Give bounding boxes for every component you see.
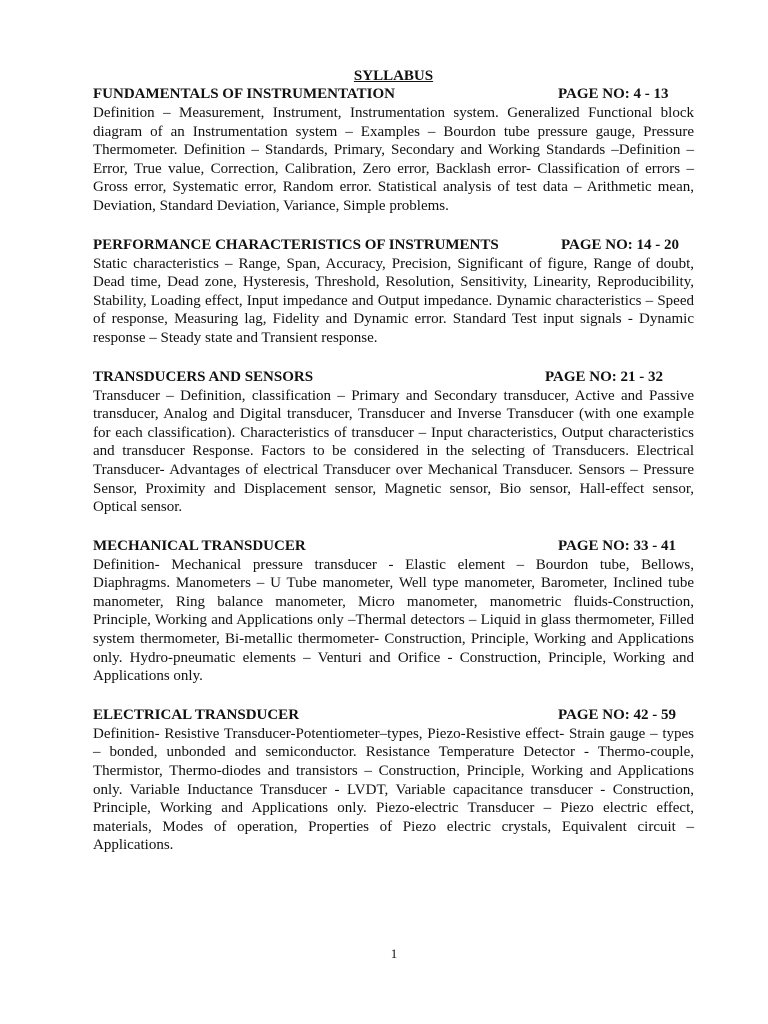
- section-header: [93, 236, 694, 255]
- section-mechanical-transducer: [93, 537, 694, 686]
- section-title: PERFORMANCE CHARACTERISTICS OF INSTRUMENTS: [93, 236, 499, 253]
- section-page-range: PAGE NO: 21 - 32: [545, 368, 664, 385]
- section-title: MECHANICAL TRANSDUCER: [93, 537, 306, 554]
- section-header: [93, 85, 694, 104]
- section-header: [93, 537, 694, 556]
- section-fundamentals: [93, 85, 694, 216]
- section-body: Definition- Resistive Transducer-Potentiometer–types, Piezo-Resistive effect- Strain gauge – types – bonded, unbonded and semiconductor. Resistance Temperature Detector - Thermo-couple, Thermistor, Thermo-diodes and transistors – Construction, Principle, Working and Applications only. Variable Inductance Transducer - LVDT, Variable capacitance transducer - Construction, Principle, Working and Applications only. Piezo-electric Transducer – Piezo electric effect, materials, Modes of operation, Properties of Piezo electric crystals, Equivalent circuit – Applications.: [93, 725, 694, 854]
- section-page-range: PAGE NO: 14 - 20: [561, 236, 680, 253]
- section-page-range: PAGE NO: 42 - 59: [558, 706, 677, 723]
- section-electrical-transducer: [93, 706, 694, 855]
- section-title: TRANSDUCERS AND SENSORS: [93, 368, 314, 385]
- section-body: Static characteristics – Range, Span, Accuracy, Precision, Significant of figure, Range of doubt, Dead time, Dead zone, Hysteresis, Threshold, Resolution, Sensitivity, Linearity, Reproducibility, Stability, Loading effect, Input impedance and Output impedance. Dynamic characteristics – Speed of response, Measuring lag, Fidelity and Dynamic error. Standard Test input signals - Dynamic response – Steady state and Transient response.: [93, 255, 694, 346]
- section-body: Transducer – Definition, classification – Primary and Secondary transducer, Active and Passive transducer, Analog and Digital transducer, Transducer and Inverse Transducer (with one example for each classification). Characteristics of transducer – Input characteristics, Output characteristics and transducer Response. Factors to be considered in the selecting of Transducers. Electrical Transducer- Advantages of electrical Transducer over Mechanical Transducer. Sensors – Pressure Sensor, Proximity and Displacement sensor, Magnetic sensor, Bio sensor, Hall-effect sensor, Optical sensor.: [93, 387, 694, 516]
- section-header: [93, 706, 694, 725]
- section-header: [93, 368, 694, 387]
- section-page-range: PAGE NO: 33 - 41: [558, 537, 677, 554]
- syllabus-page: [93, 67, 694, 875]
- section-body: Definition – Measurement, Instrument, Instrumentation system. Generalized Functional block diagram of an Instrumentation system – Examples – Bourdon tube pressure gauge, Pressure Thermometer. Definition – Standards, Primary, Secondary and Working Standards –Definition – Error, True value, Correction, Calibration, Zero error, Backlash error- Classification of errors – Gross error, Systematic error, Random error. Statistical analysis of test data – Arithmetic mean, Deviation, Standard Deviation, Variance, Simple problems.: [93, 105, 694, 214]
- document-title: SYLLABUS: [353, 68, 434, 84]
- section-performance-characteristics: [93, 236, 694, 348]
- section-title: ELECTRICAL TRANSDUCER: [93, 706, 300, 723]
- section-title: FUNDAMENTALS OF INSTRUMENTATION: [93, 86, 395, 102]
- section-page-range: PAGE NO: 4 - 13: [558, 86, 669, 102]
- section-transducers-and-sensors: [93, 368, 694, 517]
- section-body: Definition- Mechanical pressure transducer - Elastic element – Bourdon tube, Bellows, Diaphragms. Manometers – U Tube manometer, Well type manometer, Barometer, Inclined tube manometer, Ring balance manometer, Micro manometer, manometric fluids-Construction, Principle, Working and Applications only –Thermal detectors – Liquid in glass thermometer, Filled system thermometer, Bi-metallic thermometer- Construction, Principle, Working and Applications only. Hydro-pneumatic elements – Venturi and Orifice - Construction, Principle, Working and Applications only.: [93, 556, 694, 685]
- page-number: 1: [390, 946, 398, 961]
